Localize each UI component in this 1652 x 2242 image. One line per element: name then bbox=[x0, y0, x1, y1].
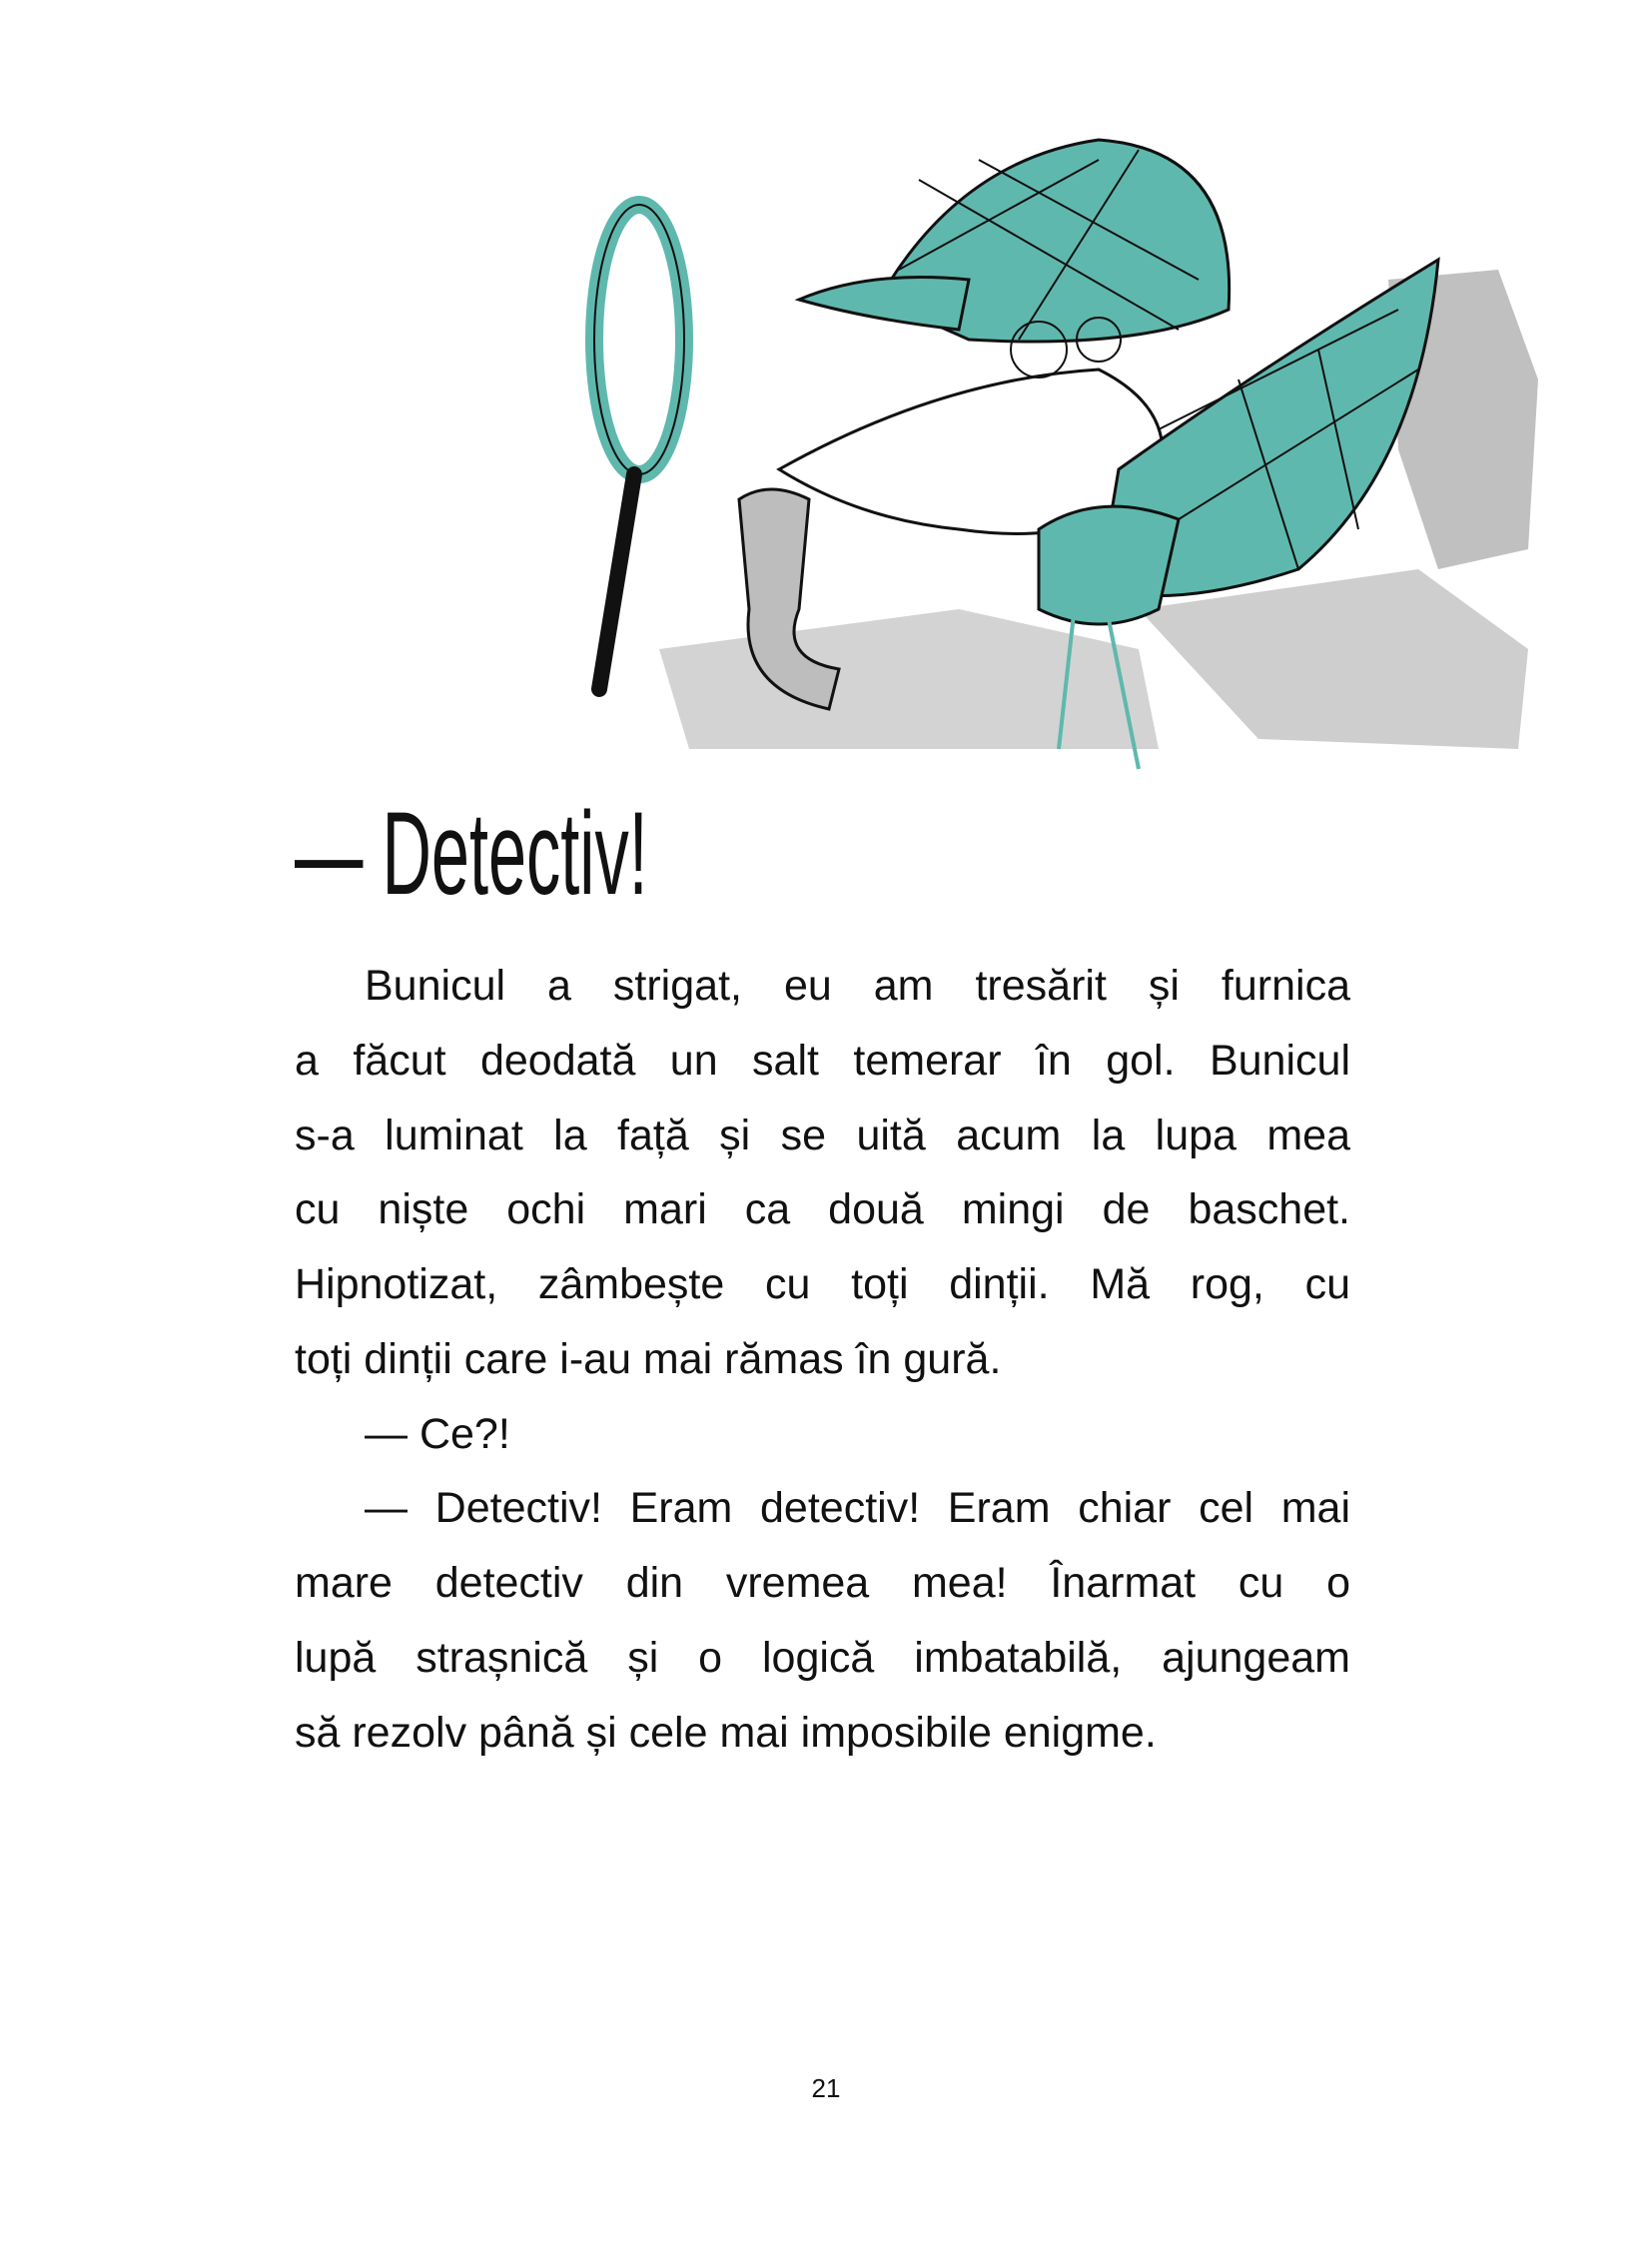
body-line: s-a luminat la față și se uită acum la lupa mea bbox=[295, 1112, 1350, 1159]
body-line: cu niște ochi mari ca două mingi de baschet. bbox=[295, 1185, 1350, 1233]
body-line: toți dinții care i-au mai rămas în gură. bbox=[295, 1335, 1002, 1383]
body-line: să rezolv până și cele mai imposibile enigme. bbox=[295, 1709, 1157, 1757]
body-line: Hipnotizat, zâmbește cu toți dinții. Mă rog, cu bbox=[295, 1260, 1350, 1308]
body-line: — Ce?! bbox=[365, 1410, 510, 1458]
body-line: — Detectiv! Eram detectiv! Eram chiar cel mai bbox=[365, 1484, 1350, 1532]
body-line: Bunicul a strigat, eu am tresărit și furnica bbox=[365, 962, 1350, 1010]
body-line: a făcut deodată un salt temerar în gol. Bunicul bbox=[295, 1037, 1350, 1085]
page-number: 21 bbox=[811, 2073, 841, 2103]
chapter-heading: — Detectiv! bbox=[295, 788, 648, 920]
body-line: mare detectiv din vremea mea! Înarmat cu o bbox=[295, 1559, 1350, 1607]
body-line: lupă strașnică și o logică imbatabilă, ajungeam bbox=[295, 1634, 1350, 1682]
detective-illustration bbox=[539, 50, 1548, 789]
